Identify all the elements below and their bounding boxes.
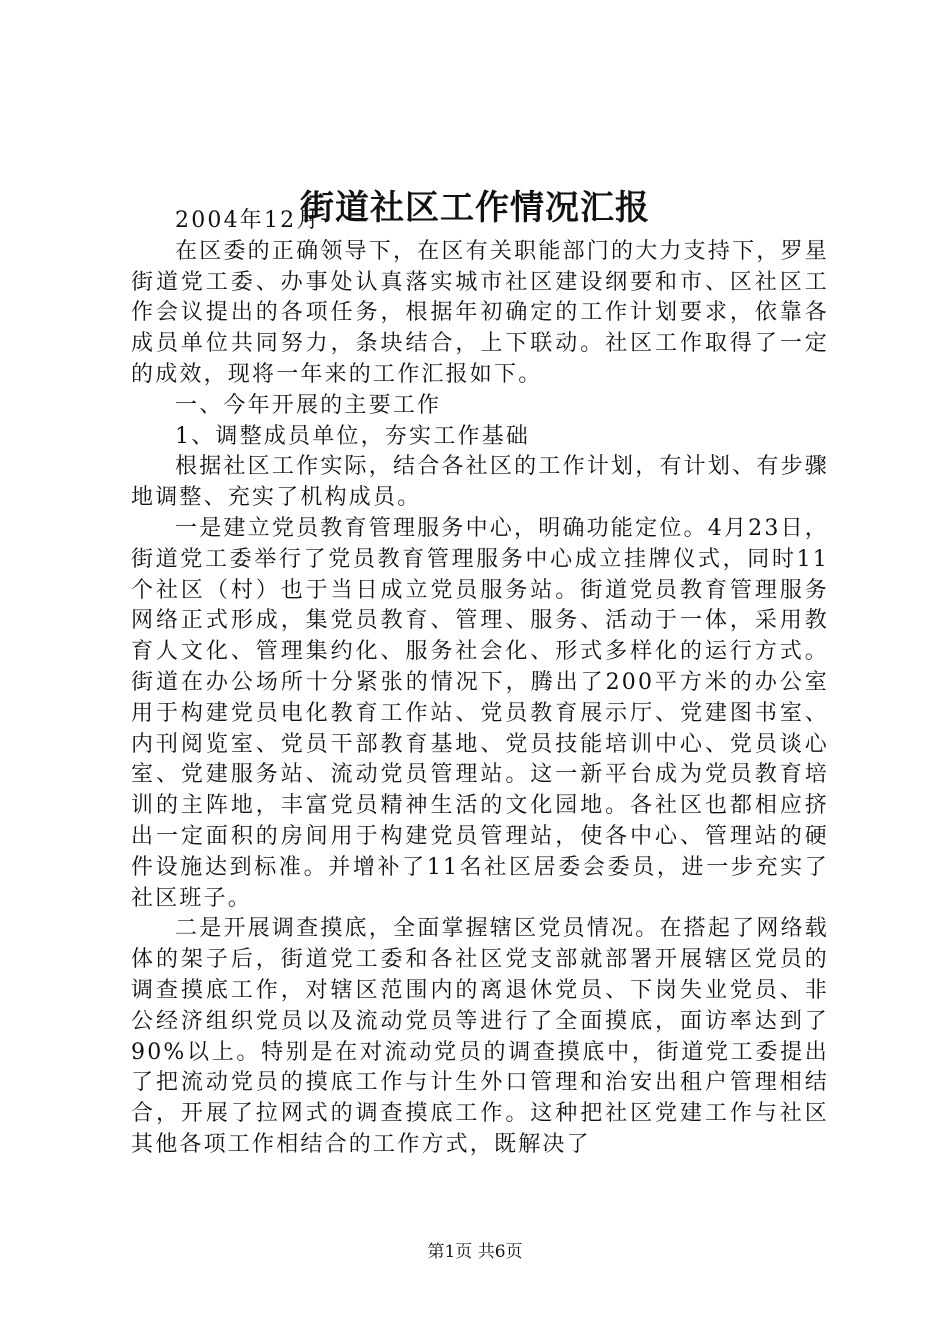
document-body (131, 206, 829, 1161)
paragraph: 根据社区工作实际，结合各社区的工作计划，有计划、有步骤地调整、充实了机构成员。 (131, 454, 829, 511)
document-title: 街道社区工作情况汇报 (300, 188, 650, 228)
page-number-footer: 第1页 共6页 (427, 1242, 523, 1262)
paragraph: 二是开展调查摸底，全面掌握辖区党员情况。在搭起了网络载体的架子后，街道党工委和各社区党支部就部署开展辖区党员的调查摸底工作，对辖区范围内的离退休党员、下岗失业党员、非公经济组织党员以及流动党员等进行了全面摸底，面访率达到了90%以上。特别是在对流动党员的调查摸底中，街道党工委提出了把流动党员的摸底工作与计生外口管理和治安出租户管理相结合，开展了拉网式的调查摸底工作。这种把社区党建工作与社区其他各项工作相结合的工作方式，既解决了 (131, 916, 829, 1157)
section-heading: 一、今年开展的主要工作 (175, 392, 442, 418)
date-line: 2004年12月 (175, 208, 321, 233)
subsection-heading: 1、调整成员单位，夯实工作基础 (175, 423, 530, 449)
paragraph-intro: 在区委的正确领导下，在区有关职能部门的大力支持下，罗星街道党工委、办事处认真落实城市社区建设纲要和市、区社区工作会议提出的各项任务，根据年初确定的工作计划要求，依靠各成员单位共同努力，条块结合，上下联动。社区工作取得了一定的成效，现将一年来的工作汇报如下。 (131, 238, 829, 387)
paragraph: 一是建立党员教育管理服务中心，明确功能定位。4月23日，街道党工委举行了党员教育管理服务中心成立挂牌仪式，同时11个社区（村）也于当日成立党员服务站。街道党员教育管理服务网络正式形成，集党员教育、管理、服务、活动于一体，采用教育人文化、管理集约化、服务社会化、形式多样化的运行方式。街道在办公场所十分紧张的情况下，腾出了200平方米的办公室用于构建党员电化教育工作站、党员教育展示厅、党建图书室、内刊阅览室、党员干部教育基地、党员技能培训中心、党员谈心室、党建服务站、流动党员管理站。这一新平台成为党员教育培训的主阵地，丰富党员精神生活的文化园地。各社区也都相应挤出一定面积的房间用于构建党员管理站，使各中心、管理站的硬件设施达到标准。并增补了11名社区居委会委员，进一步充实了社区班子。 (131, 515, 829, 911)
